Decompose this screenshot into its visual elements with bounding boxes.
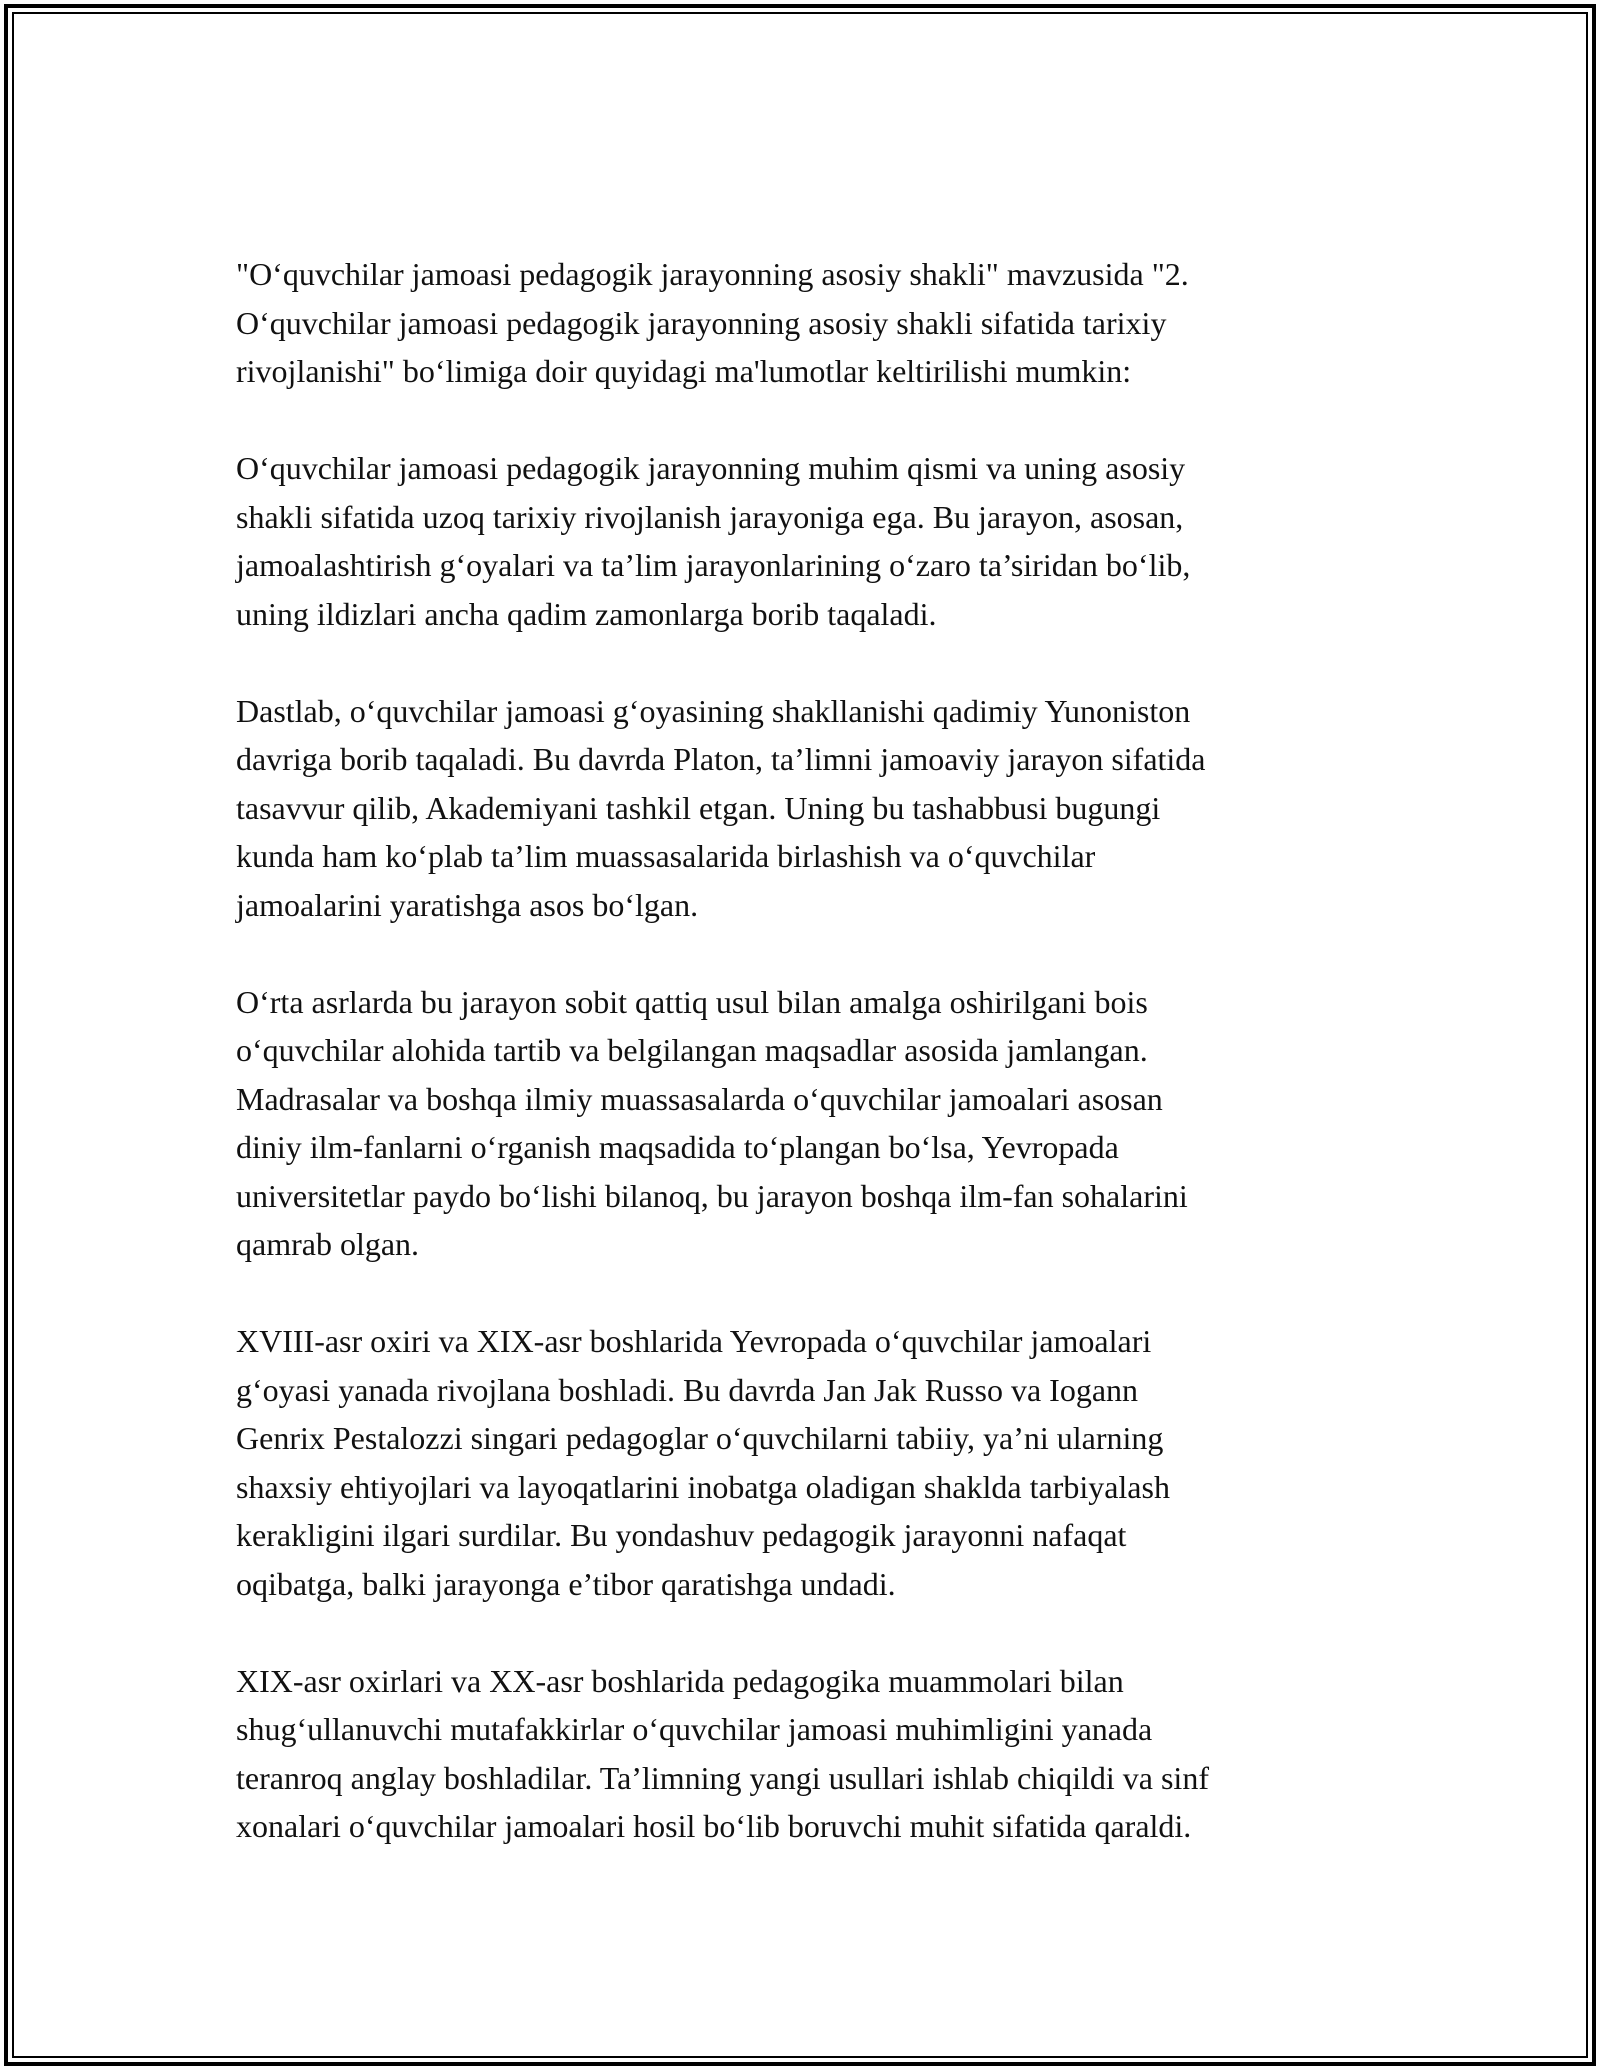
paragraph-ancient-greece: Dastlab, oʻquvchilar jamoasi gʻoyasining shakllanishi qadimiy Yunoniston davriga borib taqaladi. Bu davrda Platon, ta’limni jamoaviy jarayon sifatida tasavvur qilib, Akademiyani tashkil etgan. Uning bu tashabbusi bugungi kunda ham koʻplab ta’lim muassasalarida birlashish va oʻquvchilar jamoalarini yaratishga asos boʻlgan. [236, 692, 1206, 923]
paragraph-18th-19th-century: XVIII-asr oxiri va XIX-asr boshlarida Yevropada oʻquvchilar jamoalari gʻoyasi yanada rivojlana boshladi. Bu davrda Jan Jak Russo va Iogann Genrix Pestalozzi singari pedagoglar oʻquvchilarni tabiiy, ya’ni ularning shaxsiy ehtiyojlari va layoqatlarini inobatga oladigan shakldа tarbiyalash kerakligini ilgari surdilar. Bu yondashuv pedagogik jarayonni nafaqat oqibatga, balki jarayonga e’tibor qaratishga undadi. [236, 1323, 1170, 1602]
paragraph-overview: Oʻquvchilar jamoasi pedagogik jarayonning muhim qismi va uning asosiy shakli sifatida uzoq tarixiy rivojlanish jarayoniga ega. Bu jarayon, asosan, jamoalashtirish gʻoyalari va ta’lim jarayonlarining oʻzaro ta’siridan boʻlib, uning ildizlari ancha qadim zamonlarga borib taqaladi. [236, 450, 1191, 632]
paragraph-19th-20th-century: XIX-asr oxirlari va XX-asr boshlarida pedagogika muammolari bilan shugʻullanuvchi mutafakkirlar oʻquvchilar jamoasi muhimligini yanada teranroq anglay boshladilar. Ta’limning yangi usullari ishlab chiqildi va sinf xonalari oʻquvchilar jamoalari hosil boʻlib boruvchi muhit sifatida qaraldi. [236, 1662, 1209, 1844]
paragraph-middle-ages: Oʻrta asrlarda bu jarayon sobit qattiq usul bilan amalga oshirilgani bois oʻquvchilar alohida tartib va belgilangan maqsadlar asosida jamlangan. Madrasalar va boshqa ilmiy muassasalarda oʻquvchilar jamoalari asosan diniy ilm-fanlarni oʻrganish maqsadida toʻplangan boʻlsa, Yevropada universitetlar paydo boʻlishi bilanoq, bu jarayon boshqa ilm-fan sohalarini qamrab olgan. [236, 983, 1188, 1262]
document-body [236, 250, 1366, 1851]
paragraph-intro: "Oʻquvchilar jamoasi pedagogik jarayonning asosiy shakli" mavzusida "2. Oʻquvchilar jamoasi pedagogik jarayonning asosiy shakli sifatida tarixiy rivojlanishi" boʻlimiga doir quyidagi ma'lumotlar keltirilishi mumkin: [236, 256, 1189, 389]
